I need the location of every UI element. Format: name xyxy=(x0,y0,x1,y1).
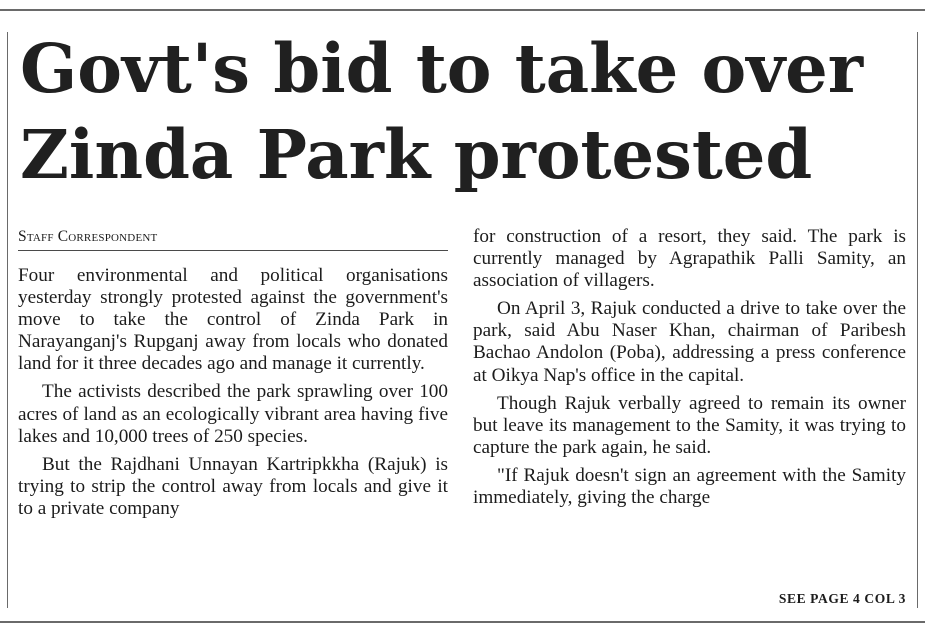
byline: Staff Correspondent xyxy=(18,226,448,251)
paragraph: On April 3, Rajuk conducted a drive to take over the park, said Abu Naser Khan, chairman of Paribesh Bachao Andolon (Poba), addressing a press conference at Oikya Nap's office in the capital. xyxy=(473,298,906,386)
paragraph: But the Rajdhani Unnayan Kartripkkha (Rajuk) is trying to strip the control away from locals and give it to a private company xyxy=(18,453,448,519)
paragraph: Though Rajuk verbally agreed to remain its owner but leave its management to the Samity, it was trying to capture the park again, he said. xyxy=(473,392,906,458)
paragraph: The activists described the park sprawling over 100 acres of land as an ecologically vibrant area having five lakes and 10,000 trees of 250 species. xyxy=(18,381,448,447)
paragraph: Four environmental and political organisations yesterday strongly protested against the government's move to take the control of Zinda Park in Narayanganj's Rupganj away from locals who donated land for it three decades ago and manage it currently. xyxy=(18,265,448,375)
top-rule xyxy=(0,9,925,11)
article-column-left xyxy=(18,226,448,526)
headline-line-2: Zinda Park protested xyxy=(20,115,813,194)
paragraph: "If Rajuk doesn't sign an agreement with the Samity immediately, giving the charge xyxy=(473,464,906,509)
headline-line-1: Govt's bid to take over xyxy=(20,29,864,108)
article-column-right xyxy=(473,226,906,515)
article-headline xyxy=(20,26,910,198)
continued-jump-line: SEE PAGE 4 COL 3 xyxy=(778,591,906,606)
paragraph: for construction of a resort, they said. The park is currently managed by Agrapathik Palli Samity, an association of villagers. xyxy=(473,226,906,292)
bottom-rule xyxy=(0,621,925,623)
left-border-rule xyxy=(7,32,8,608)
right-border-rule xyxy=(917,32,918,608)
